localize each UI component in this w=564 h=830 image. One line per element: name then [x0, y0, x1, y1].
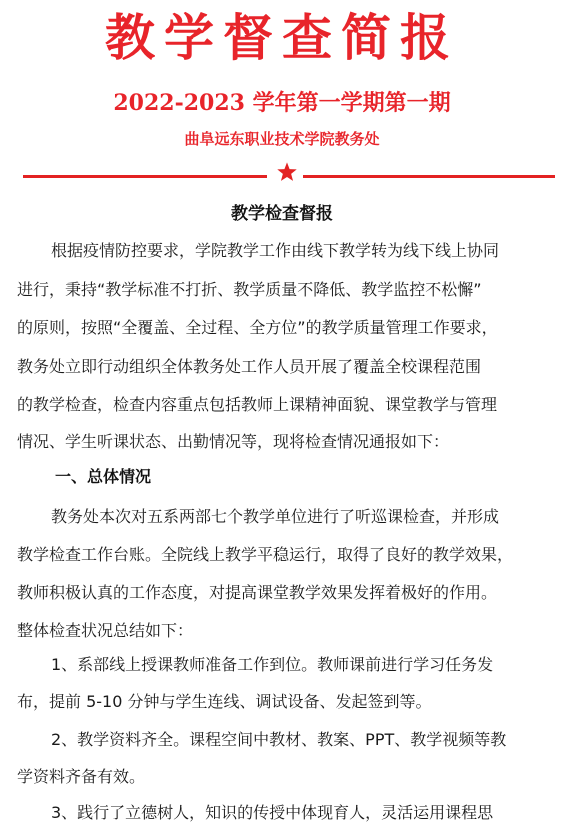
- star-icon: [276, 161, 298, 183]
- item-line: 2、教学资料齐全。课程空间中教材、教案、PPT、教学视频等教: [51, 730, 507, 749]
- item-line: 1、系部线上授课教师准备工作到位。教师课前进行学习任务发: [51, 655, 494, 674]
- intro-line: 的原则，按照“全覆盖、全过程、全方位”的教学质量管理工作要求，: [17, 318, 498, 337]
- item-line: 布，提前 5-10 分钟与学生连线、调试设备、发起签到等。: [17, 692, 432, 711]
- section-line: 整体检查状况总结如下：: [17, 621, 194, 640]
- section-line: 教师积极认真的工作态度，对提高课堂教学效果发挥着极好的作用。: [17, 583, 498, 602]
- intro-line: 进行，秉持“教学标准不打折、教学质量不降低、教学监控不松懈”: [17, 280, 482, 299]
- section-heading-overall: 一、总体情况: [55, 467, 152, 486]
- intro-line: 的教学检查，检查内容重点包括教师上课精神面貌、课堂教学与管理: [17, 395, 498, 414]
- issue-number: 2022-2023 学年第一学期第一期: [113, 90, 451, 116]
- item-line: 学资料齐备有效。: [17, 767, 146, 786]
- publisher-name: 曲阜远东职业技术学院教务处: [184, 130, 380, 148]
- section-line: 教务处本次对五系两部七个教学单位进行了听巡课检查，并形成: [51, 507, 500, 526]
- divider-right: [303, 175, 555, 178]
- intro-line: 根据疫情防控要求，学院教学工作由线下教学转为线下线上协同: [51, 241, 500, 260]
- intro-line: 教务处立即行动组织全体教务处工作人员开展了覆盖全校课程范围: [17, 357, 482, 376]
- item-line: 3、践行了立德树人，知识的传授中体现育人，灵活运用课程思: [51, 803, 494, 822]
- report-title: 教学检查督报: [231, 204, 333, 224]
- intro-line: 情况、学生听课状态、出勤情况等，现将检查情况通报如下：: [17, 432, 450, 451]
- section-line: 教学检查工作台账。全院线上教学平稳运行，取得了良好的教学效果，: [17, 545, 514, 564]
- divider-left: [23, 175, 267, 178]
- masthead-title: 教学督查简报: [105, 9, 459, 67]
